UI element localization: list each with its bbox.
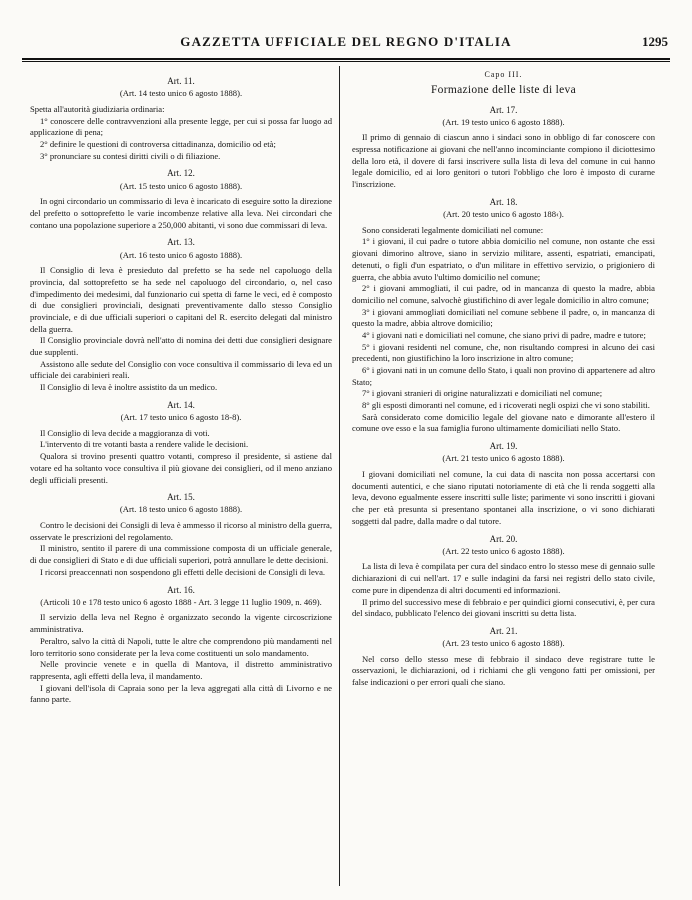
article-title: Art. 15. xyxy=(167,492,195,503)
column-divider xyxy=(339,66,340,886)
gazette-title: GAZZETTA UFFICIALE DEL REGNO D'ITALIA xyxy=(180,34,512,49)
article-title: Art. 16. xyxy=(167,584,195,595)
article-reference: (Art. 20 testo unico 6 agosto 188‹). xyxy=(443,209,564,220)
article-item: 7° i giovani stranieri di origine naturalizzati e domiciliati nel comune; xyxy=(362,388,603,399)
article-item: 2° definire le questioni di controversa cittadinanza, domicilio od età; xyxy=(40,138,276,149)
left-column xyxy=(30,70,332,706)
article-reference: (Art. 18 testo unico 6 agosto 1888). xyxy=(119,504,243,515)
article-reference: (Art. 19 testo unico 6 agosto 1888). xyxy=(442,116,565,127)
article-paragraph: Il primo del successivo mese di febbraio e per quindici giorni consecutivi, è, per cura del sindaco, pubblicato l'elenco dei giovani inscritti su detta lista. xyxy=(352,596,655,619)
article-title: Art. 17. xyxy=(489,104,518,115)
right-column xyxy=(352,70,655,689)
article-item: 6° i giovani nati in un comune dello Stato, i quali non provino di appartenere ad altro Stato; xyxy=(352,365,655,387)
article-paragraph: Peraltro, salvo la città di Napoli, tutte le altre che comprendono più mandamenti nel loro territorio sono considerate per la leva come costituenti un solo mandamento. xyxy=(30,635,332,658)
article-title: Art. 12. xyxy=(167,168,195,179)
article-paragraph: Sarà considerato come domicilio legale del giovane nato e dimorante all'estero il comune ove esso e la sua famiglia furono ultimamente domiciliati nello Stato. xyxy=(352,411,655,434)
article-item: 3° i giovani ammogliati domiciliati nel comune sebbene il padre, o, in mancanza di questo la madre, abbia altrove domicilio; xyxy=(352,306,655,329)
article-item: 5° i giovani residenti nel comune, che, non risultando compresi in alcuno dei casi precedenti, non giustifichino la loro inscrizione in altro comune; xyxy=(352,341,655,364)
article-paragraph: Contro le decisioni dei Consigli di leva è ammesso il ricorso al ministro della guerra, osservate le prescrizioni del regolamento. xyxy=(30,520,332,542)
article-paragraph: Il Consiglio di leva è presieduto dal prefetto se ha sede nel capoluogo della provincia, dal sottoprefetto se ha sede nel capoluogo del circondario, o, nel caso d'impedimento dei medesimi, dal funzionario cui spetta di farne le veci, ed è composto di due consiglieri provinciali, designati preventivamente dallo stesso Consiglio provinciale, e di due ufficiali superiori o capitani del R. esercito delegati dal ministro della guerra. xyxy=(30,265,332,334)
article-paragraph: Nel corso dello stesso mese di febbraio il sindaco deve registrare tutte le osservazioni, le dichiarazioni, od i richiami che gli vengono fatti per omissioni, per false indicazioni o per errori quali che siano. xyxy=(352,653,655,688)
article-item: 1° conoscere delle contravvenzioni alla presente legge, per cui si possa far luogo ad applicazione di pena; xyxy=(30,115,332,138)
article-paragraph: Il Consiglio di leva è inoltre assistito da un medico. xyxy=(40,382,218,393)
article-title: Art. 18. xyxy=(489,196,518,207)
article-title: Art. 13. xyxy=(167,237,195,248)
article-paragraph: Nelle provincie venete e in quella di Mantova, il distretto amministrativo rappresenta, agli effetti della leva, il mandamento. xyxy=(30,659,332,681)
article-item: 1° i giovani, il cui padre o tutore abbia domicilio nel comune, non ostante che essi giovani dimorino altrove, siano in servizio militare, assenti, espatriati, emancipati, detenuti, o figli d'un espatriato, o d'un militare in effettivo servizio, o prigioniero di guerra, che abbia avuto l'ultimo domicilio nel comune; xyxy=(352,236,655,282)
article-title: Art. 11. xyxy=(167,76,195,86)
article-paragraph: Spetta all'autorità giudiziaria ordinaria: xyxy=(30,103,165,114)
article-reference: (Art. 17 testo unico 6 agosto 18-8). xyxy=(120,412,242,423)
article-paragraph: Il servizio della leva nel Regno è organizzato secondo la vigente circoscrizione amministrativa. xyxy=(30,612,332,635)
article-paragraph: Assistono alle sedute del Consiglio con voce consultiva il commissario di leva ed un ufficiale dei carabinieri reali. xyxy=(30,358,332,381)
article-paragraph: I giovani dell'isola di Capraia sono per la leva aggregati alla città di Livorno e ne fanno parte. xyxy=(30,682,332,705)
header-rule xyxy=(22,58,670,62)
article-paragraph: I ricorsi preaccennati non sospendono gli effetti delle decisioni de Consigli di leva. xyxy=(40,566,326,577)
page-number: 1295 xyxy=(642,34,668,49)
article-title: Art. 20. xyxy=(489,533,518,544)
article-reference: (Art. 23 testo unico 6 agosto 1888). xyxy=(442,638,565,649)
article-reference: (Art. 22 testo unico 6 agosto 1888). xyxy=(442,545,565,556)
article-paragraph: Il primo di gennaio di ciascun anno i sindaci sono in obbligo di far conoscere con espressa notificazione ai giovani che nell'anno incominciante compiono il diciottesimo della loro età, il dovere di farsi inscrivere sulla lista di leva del comune in cui hanno legale domicilio, ed ai loro genitori o tutori l'obbligo che loro è imposto di curarne l'inscrizione. xyxy=(352,132,655,190)
article-paragraph: In ogni circondario un commissario di leva è incaricato di eseguire sotto la direzione del prefetto o sottoprefetto le varie incombenze relative alla leva. Nei circondari che contano una popolazione superiore a 250,000 abitanti, vi sono due commissari di leva. xyxy=(30,196,332,230)
chapter-label: Capo III. xyxy=(484,70,523,79)
article-reference: (Articoli 10 e 178 testo unico 6 agosto 1888 - Art. 3 legge 11 luglio 1909, n. 469). xyxy=(40,596,322,607)
article-paragraph: I giovani domiciliati nel comune, la cui data di nascita non possa accertarsi con documenti autentici, e che siano riputati notoriamente di età che li renda soggetti alla leva, devono egualmente essere inscritti sulle liste; parimente vi sono inscritti i giovani che per età presunta si presentano spontanei alla inscrizione, o vi sono dichiarati soggetti dal padre, dalla madre o dal tutore. xyxy=(352,469,655,526)
article-paragraph: L'intervento di tre votanti basta a rendere valide le decisioni. xyxy=(40,439,249,450)
article-item: 4° i giovani nati e domiciliati nel comune, che siano privi di padre, madre e tutore; xyxy=(362,329,646,340)
article-title: Art. 14. xyxy=(167,399,195,410)
article-paragraph: Sono considerati legalmente domiciliati nel comune: xyxy=(362,224,544,235)
article-reference: (Art. 16 testo unico 6 agosto 1888). xyxy=(119,249,243,260)
article-title: Art. 19. xyxy=(489,441,518,452)
article-reference: (Art. 14 testo unico 6 agosto 1888). xyxy=(119,88,243,99)
article-paragraph: Il ministro, sentito il parere di una commissione composta di un ufficiale generale, di due consiglieri di Stato e di due ufficiali superiori, potrà annullare le dette decisioni. xyxy=(30,543,332,566)
page-header xyxy=(22,34,670,56)
article-reference: (Art. 21 testo unico 6 agosto 1888). xyxy=(442,453,565,464)
article-paragraph: Qualora si trovino presenti quattro votanti, compreso il presidente, si astiene dal votare ed ha soltanto voce consultiva il più giovane dei consiglieri, od il meno anziano degli ufficiali presenti. xyxy=(30,451,332,485)
article-paragraph: Il Consiglio provinciale dovrà nell'atto di nomina dei detti due consiglieri designare due supplenti. xyxy=(30,335,332,358)
article-item: 2° i giovani ammogliati, il cui padre, od in mancanza di questo la madre, abbia domicilio nel comune, salvochè giustifichino di aver legale domicilio in altro comune; xyxy=(352,283,655,305)
article-title: Art. 21. xyxy=(489,625,518,636)
article-item: 8° gli esposti dimoranti nel comune, ed i ricoverati negli ospizi che vi sono stabiliti. xyxy=(362,400,650,411)
article-paragraph: La lista di leva è compilata per cura del sindaco entro lo stesso mese di gennaio sulle dichiarazioni di cui nell'art. 17 e sulle indagini da farsi nei registri dello stato civile, come pure in dipendenza di altri documenti ed informazioni. xyxy=(352,561,655,595)
article-paragraph: Il Consiglio di leva decide a maggioranza di voti. xyxy=(40,427,210,438)
chapter-title: Formazione delle liste di leva xyxy=(430,83,577,96)
article-item: 3° pronunciare su contesi diritti civili o di filiazione. xyxy=(40,150,221,161)
article-reference: (Art. 15 testo unico 6 agosto 1888). xyxy=(119,180,243,191)
